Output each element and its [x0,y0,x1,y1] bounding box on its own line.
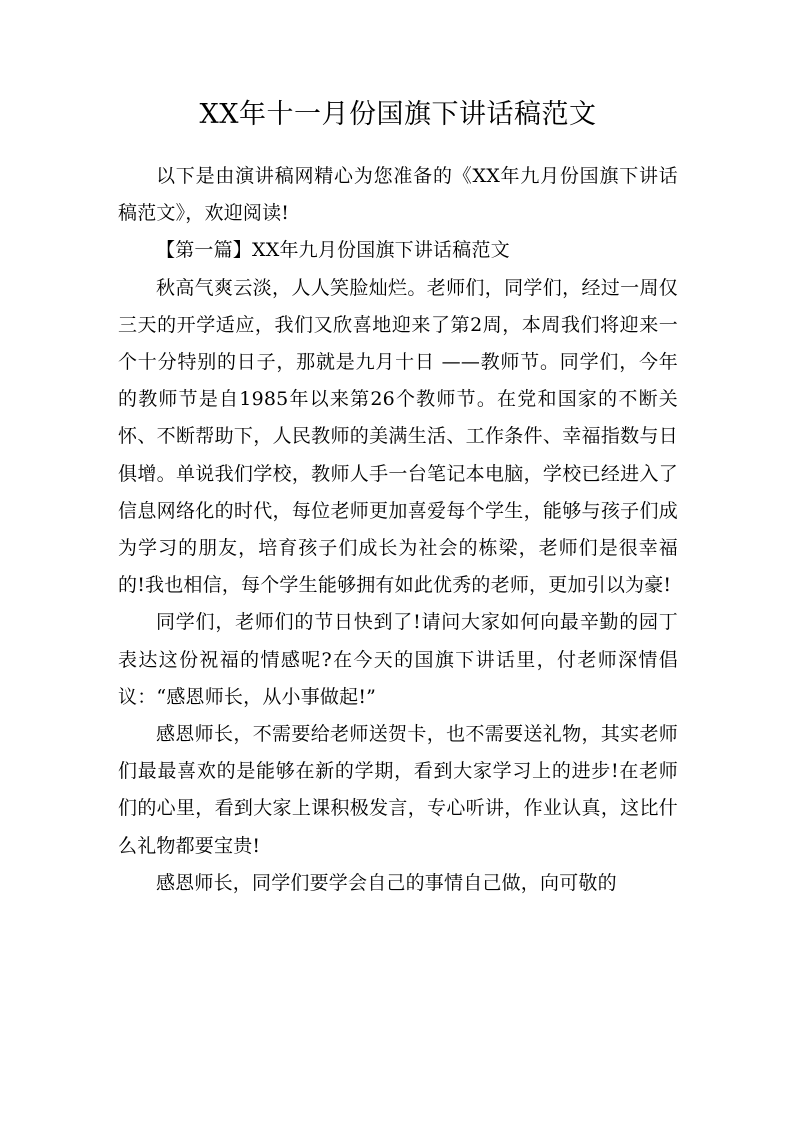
section-heading: 【第一篇】XX年九月份国旗下讲话稿范文 [156,239,510,262]
body-paragraph-2: 同学们，老师们的节日快到了!请问大家如何向最辛勤的园丁表达这份祝福的情感呢?在今天的国旗下讲话里，付老师深情倡议：“感恩师长，从小事做起!” [118,611,678,708]
document-title: XX年十一月份国旗下讲话稿范文 [199,99,597,130]
intro-paragraph: 以下是由演讲稿网精心为您准备的《XX年九月份国旗下讲话稿范文》，欢迎阅读! [118,165,678,225]
body-paragraph-1: 秋高气爽云淡，人人笑脸灿烂。老师们，同学们，经过一周仅三天的开学适应，我们又欣喜地迎来了第2周，本周我们将迎来一个十分特别的日子，那就是九月十日 ——教师节。同学们，今年的教师节是自1985年以来第26个教师节。在党和国家的不断关怀、不断帮助下，人民教师的美满生活、工作条件、幸福指数与日俱增。单说我们学校，教师人手一台笔记本电脑，学校已经进入了信息网络化的时代，每位老师更加喜爱每个学生，能够与孩子们成为学习的朋友，培育孩子们成长为社会的栋梁，老师们是很幸福的!我也相信，每个学生能够拥有如此优秀的老师，更加引以为豪! [118,276,678,597]
body-paragraph-3: 感恩师长，不需要给老师送贺卡，也不需要送礼物，其实老师们最最喜欢的是能够在新的学期，看到大家学习上的进步!在老师们的心里，看到大家上课积极发言，专心听讲，作业认真，这比什么礼物都要宝贵! [118,723,678,857]
document-page [118,92,678,902]
body-paragraph-4: 感恩师长，同学们要学会自己的事情自己做，向可敬的 [156,871,617,894]
